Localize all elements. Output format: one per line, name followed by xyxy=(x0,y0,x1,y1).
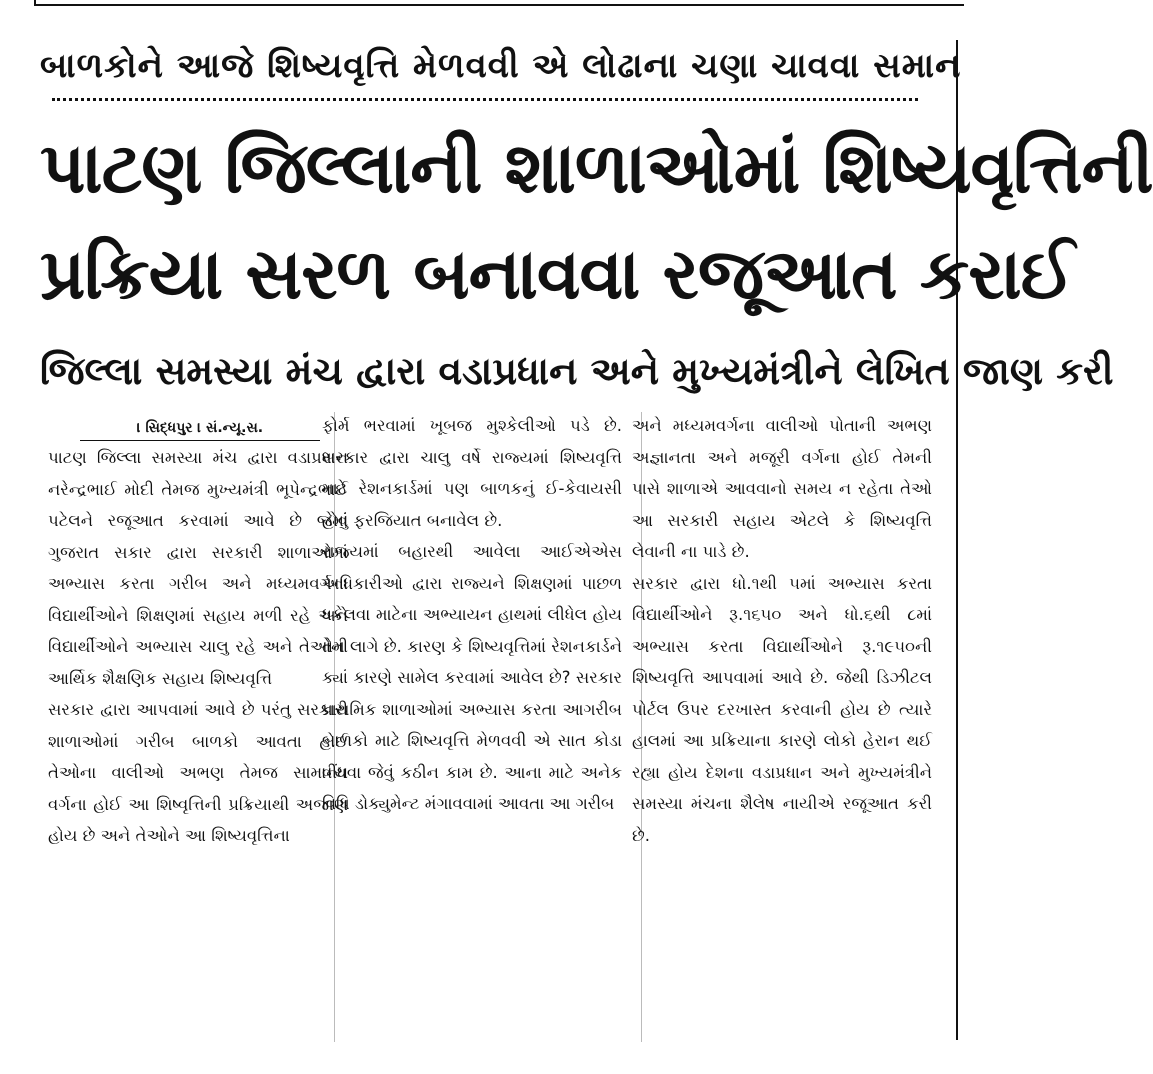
dotted-divider xyxy=(52,98,918,101)
article-column-1 xyxy=(48,442,348,852)
column-2-paragraph-2: રાજ્યમાં બહારથી આવેલા આઈએએસ અધિકારીઓ દ્વારા રાજ્યને શિક્ષણમાં પાછળ ધકેલવા માટેના અભ્યાયન હાથમાં લીધેલ હોય તેમ લાગે છે. કારણ કે શિષ્યવૃત્તિમાં રેશનકાર્ડને ક્યાં કારણે સામેલ કરવામાં આવેલ છે? સરકાર પ્રાથમિક શાળાઓમાં અભ્યાસ કરતા આગરીબ બાળકો માટે શિષ્યવૃત્તિ મેળવવી એ સાત કોડા વીંધવા જેવું કઠીન કામ છે. આના માટે અનેક વિધિ ડોક્યુમેન્ટ મંગાવવામાં આવતા આ ગરીબ xyxy=(322,542,622,813)
subheadline: જિલ્લા સમસ્યા મંચ દ્વારા વડાપ્રધાન અને મુખ્યમંત્રીને લેખિત જાણ કરી xyxy=(40,349,1114,393)
column-1-paragraph-2: સરકાર દ્વારા આપવામાં આવે છે પરંતુ સરકારી શાળાઓમાં ગરીબ બાળકો આવતા હોઈ તેઓના વાલીઓ અભણ તેમજ સામાન્ય વર્ગના હોઈ આ શિષ્વૃત્તિની પ્રક્રિયાથી અજાણ હોય છે અને તેઓને આ શિષ્યવૃત્તિના xyxy=(48,700,348,845)
top-frame-rule xyxy=(34,0,964,6)
article-column-3 xyxy=(632,410,932,851)
column-1-paragraph-1: પાટણ જિલ્લા સમસ્યા મંચ દ્વારા વડાપ્રધાન નરેન્દ્રભાઈ મોદી તેમજ મુખ્યમંત્રી ભૂપેન્દ્રભાઈ પટેલને રજૂઆત કરવામાં આવે છે જેમાં ગુજરાત સકાર દ્વારા સરકારી શાળાઓમાં અભ્યાસ કરતા ગરીબ અને મધ્યમવર્ગના વિદ્યાર્થીઓને શિક્ષણમાં સહાય મળી રહે અને વિદ્યાર્થીઓને અભ્યાસ ચાલુ રહે અને તેઓની આર્થિક શૈક્ષણિક સહાય શિષ્યવૃત્તિ xyxy=(48,448,348,688)
column-2-paragraph-1: ફોર્મ ભરવામાં ખૂબજ મુશ્કેલીઓ પડે છે. સરકાર દ્વારા ચાલુ વર્ષે રાજ્યમાં શિષ્યવૃત્તિ માટે રેશનકાર્ડમાં પણ બાળકનું ઈ-કેવાયસી હોવું ફરજિયાત બનાવેલ છે. xyxy=(322,416,622,530)
column-3-paragraph-1: અને મધ્યમવર્ગના વાલીઓ પોતાની અભણ અજ્ઞાનતા અને મજૂરી વર્ગના હોઈ તેમની પાસે શાળાએ આવવાનો સમય ન રહેતા તેઓ આ સરકારી સહાય એટલે કે શિષ્યવૃત્તિ લેવાની ના પાડે છે. xyxy=(632,416,932,561)
headline-line-2: પ્રક્રિયા સરળ બનાવવા રજૂઆત કરાઈ xyxy=(40,233,1074,315)
article-column-2 xyxy=(322,410,622,820)
article-kicker: બાળકોને આજે શિષ્યવૃત્તિ મેળવવી એ લોઢાના ચણા ચાવવા સમાન xyxy=(40,46,962,86)
headline-line-1: પાટણ જિલ્લાની શાળાઓમાં શિષ્યવૃત્તિની xyxy=(40,127,1153,209)
dateline: । સિદ્ધપુર । સં.ન્યૂ.સ. xyxy=(80,418,320,441)
column-3-paragraph-2: સરકાર દ્વારા ધો.૧થી ૫માં અભ્યાસ કરતા વિદ્યાર્થીઓને રૂ.૧૬૫૦ અને ધો.૬થી ૮માં અભ્યાસ કરતા વિદ્યાર્થીઓને રૂ.૧૯૫૦ની શિષ્યવૃત્તિ આપવામાં આવે છે. જેથી ડિઝીટલ પોર્ટલ ઉપર દરખાસ્ત કરવાની હોય છે ત્યારે હાલમાં આ પ્રક્રિયાના કારણે લોકો હેરાન થઈ રહ્યા હોય દેશના વડાપ્રધાન અને મુખ્યમંત્રીને સમસ્યા મંચના શૈલેષ નાયીએ રજૂઆત કરી છે. xyxy=(632,573,932,845)
